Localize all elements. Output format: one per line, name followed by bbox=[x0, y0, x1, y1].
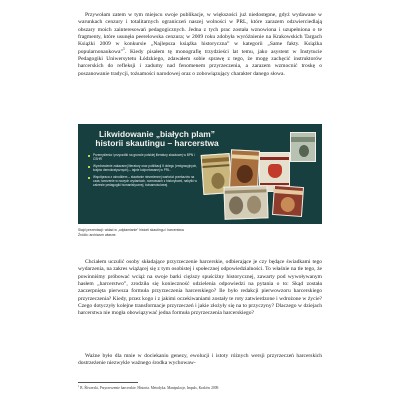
caption-source: Źródło: archiwum własne. bbox=[78, 232, 117, 237]
book-cover-image bbox=[290, 132, 316, 162]
square-bullet-icon bbox=[88, 166, 90, 168]
square-bullet-icon bbox=[88, 177, 90, 179]
square-bullet-icon bbox=[88, 155, 90, 157]
caption-text: Slajd prezentacji: wkład w „odplamianie” historii skautingu i harcerstwa bbox=[78, 228, 184, 232]
slide-bullet-text: Współpraca z ośrodkiem – stawianie niezmiennej wartości przekazów na czas; tworzenie w nowych wydaniach, rozmowach z historykami, nabytki w zakresie pedagogiki humanistycznej, tożsamościowej. bbox=[93, 175, 197, 187]
slide-bullet-text: Przemyślenia i przyczółki na gruncie polskiej literatury skautowej w BPN i CSHR bbox=[93, 153, 195, 161]
paragraph-1-text: Przywołam zatem w tym miejscu swoje publikacje, w większości już niedostępne, gdyż wydawane w warunkach cenzury i totalitarnych ograniczeń naszej wolności w PRL, które zarazem odzwierciedlają obszary moich zainteresowań pedagogicznych. Jedna z tych prac została wznowiona i uzupełniona o te fragmenty, które usunęła peerelowska cenzura; w 2009 roku zdobyła wyróżnienie na Krakowskich Targach Książki 2009 w konkursie „Najlepsza książka historyczna” w kategorii „Same fakty. Książka popularnonaukowa” bbox=[78, 12, 322, 55]
book-cover-image bbox=[272, 185, 304, 217]
paragraph-3: Ważne było dla mnie w dociekaniu genezy, ewolucji i istoty różnych wersji przyrzeczeń harcerskich dostrzeżenie niezwykle ważnego środka wychowaw- bbox=[78, 353, 322, 367]
paragraph-1-continuation: . Kiedy pisałem tę monografię trzydzieści lat temu, jako asystent w Instytucie Pedagogiki Uniwersytetu Łódzkiego, zdawałem sobie sprawę z tego, że mogę zachęcić instruktorów harcerskich do refleksji i zadumy nad fenomenem przyrzeczenia, a zarazem wzmocnić troskę o poszanowanie tradycji, tożsamości narodowej oraz o zobowiązujący charakter danego słowa. bbox=[78, 48, 322, 77]
figure-caption bbox=[78, 228, 322, 237]
presentation-slide-image bbox=[78, 124, 322, 224]
footnote-text: B. Śliwerski, Przyrzeczenie harcerskie. Historia. Metodyka. Manipulacje, Impuls, Kraków 2009. bbox=[80, 386, 220, 390]
slide-title: Likwidowanie „białych plam” historii skautingu – harcerstwa bbox=[95, 129, 219, 149]
book-cover-image bbox=[229, 149, 260, 190]
paragraph-2: Chciałem uczulić osoby składające przyrzeczenie harcerskie, odbierające je czy będące świadkami tego wydarzenia, na zakres wiążącej się z tym osobistej i społecznej odpowiedzialności. To właśnie na tle tego, że powinniśmy próbować wciąż na swoje barki cięższy spuściżny historycznej, zawarty pod wywoływanym hasłem „harcerstwo”, zrodziła się konieczność udzielenia odpowiedzi na pytania o to: Skąd została zaczerpnięta pierwsza formuła przyrzeczenia harcerskiego? Ile było redakcji pierwowzoru harcerskiego przyrzeczenia? Kiedy, przez kogo i z jakimi oczekiwaniami zostały te roty zatwierdzone i wdrożone w życie? Czego dotyczyły kolejne transformacje przyrzeczeń i jakie złożyły się na to przyczyny? Dlaczego w dziejach harcerstwa nie mogła obowiązywać jedna formuła przyrzeczenia harcerskiego? bbox=[78, 259, 322, 317]
footnote-divider bbox=[78, 382, 138, 383]
book-cover-image bbox=[223, 185, 268, 220]
footnote-reference[interactable]: 1 bbox=[122, 46, 125, 51]
paragraph-1 bbox=[78, 12, 322, 78]
slide-bullet-list bbox=[88, 154, 198, 191]
slide-bullet-item bbox=[88, 165, 198, 173]
slide-bullet-item bbox=[88, 154, 198, 162]
footnote bbox=[78, 386, 322, 391]
slide-bullet-item bbox=[88, 176, 198, 188]
slide-bullet-text: Wyzdrowienie zakazanej literatury oraz publikacji II obiegu (emigracyjnych, krajów demokratycznych) – tajnie kolportowanej w PRL. bbox=[93, 164, 198, 172]
footnote-mark: 1 bbox=[78, 384, 80, 388]
